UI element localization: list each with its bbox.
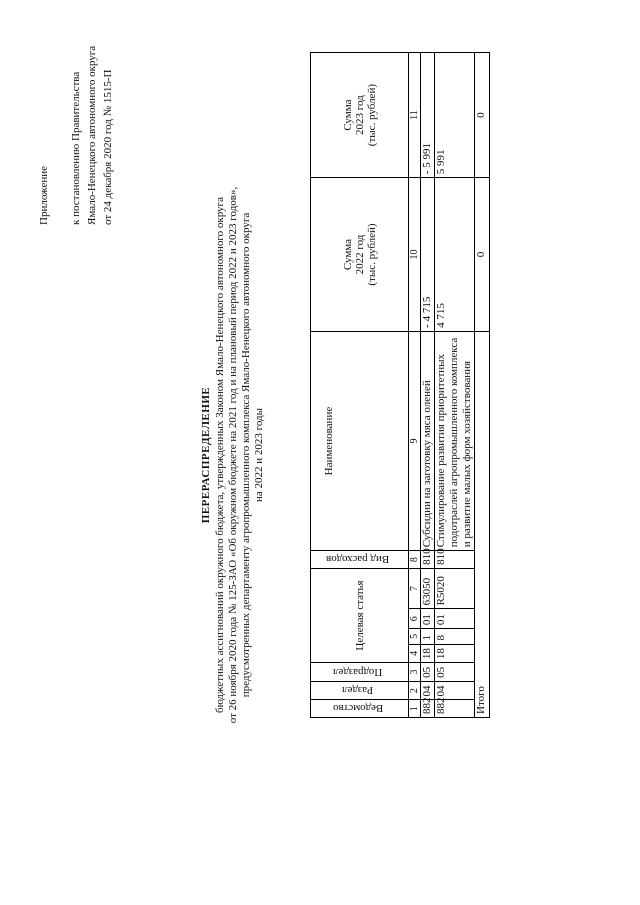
cell-sum-2022: - 4 715 <box>421 178 435 332</box>
col-num: 7 <box>409 568 421 609</box>
col-num: 9 <box>409 331 421 550</box>
header-razdel: Раздел <box>311 681 409 700</box>
cell-razdel: 04 <box>421 681 435 700</box>
title-line-2: от 26 ноября 2020 года № 125-ЗАО «Об окружном бюджете на 2021 год и на плановый период 2022 и 2023 годов», <box>227 186 239 724</box>
appendix-decree: к постановлению Правительства <box>70 71 82 225</box>
appendix-region: Ямало-Ненецкого автономного округа <box>86 45 98 225</box>
table-header-row <box>311 53 409 718</box>
appendix-date: от 24 декабря 2020 год № 1515-П <box>102 69 114 225</box>
total-sum-2023: 0 <box>475 53 490 178</box>
col-num: 10 <box>409 178 421 332</box>
cell-target-part-2: 1 <box>421 629 435 644</box>
header-vid: Вид расходов <box>311 551 409 569</box>
title-line-1: бюджетных ассигнований окружного бюджета, утвержденных Законом Ямало-Ненецкого автономного округа <box>214 197 226 713</box>
cell-name: Субсидии на заготовку мяса оленей <box>421 331 435 550</box>
col-num: 11 <box>409 53 421 178</box>
col-num: 3 <box>409 663 421 682</box>
header-sum-2023: Сумма 2023 год (тыс. рублей) <box>311 53 409 178</box>
cell-target-part-4: 63050 <box>421 568 435 609</box>
title-line-3: предусмотренных департаменту агропромышленного комплекса Ямало-Ненецкого автономного округа <box>240 212 252 698</box>
cell-name: Стимулирование развития приоритетных подотраслей агропромышленного комплекса и развитие малых форм хозяйствования <box>435 331 475 550</box>
cell-target-part-3: 01 <box>421 609 435 629</box>
appendix-block <box>36 25 116 225</box>
redistribution-table <box>310 52 490 718</box>
appendix-label: Приложение <box>38 165 50 225</box>
col-num: 8 <box>409 551 421 569</box>
cell-target-part-1: 18 <box>421 644 435 663</box>
cell-podrazdel: 05 <box>421 663 435 682</box>
total-row <box>475 53 490 718</box>
cell-target-part-1: 18 <box>435 644 475 663</box>
header-name: Наименование <box>311 331 409 550</box>
header-podrazdel: Подраздел <box>311 663 409 682</box>
cell-vedomstvo: 882 <box>435 700 475 718</box>
column-number-row <box>409 53 421 718</box>
cell-razdel: 04 <box>435 681 475 700</box>
cell-target-part-4: R5020 <box>435 568 475 609</box>
document-title <box>200 125 266 785</box>
cell-sum-2022: 4 715 <box>435 178 475 332</box>
header-sum-2022: Сумма 2022 год (тыс. рублей) <box>311 178 409 332</box>
header-celevaya: Целевая статья <box>311 568 409 662</box>
col-num: 5 <box>409 629 421 644</box>
col-num: 1 <box>409 700 421 718</box>
title-heading: ПЕРЕРАСПРЕДЕЛЕНИЕ <box>200 386 212 524</box>
col-num: 6 <box>409 609 421 629</box>
cell-vedomstvo: 882 <box>421 700 435 718</box>
cell-vid: 810 <box>435 551 475 569</box>
cell-vid: 810 <box>421 551 435 569</box>
cell-target-part-2: 8 <box>435 629 475 644</box>
cell-sum-2023: 5 991 <box>435 53 475 178</box>
col-num: 4 <box>409 644 421 663</box>
total-label: Итого <box>475 331 490 717</box>
col-num: 2 <box>409 681 421 700</box>
table-row <box>421 53 435 718</box>
cell-sum-2023: - 5 991 <box>421 53 435 178</box>
cell-target-part-3: 01 <box>435 609 475 629</box>
table-row <box>435 53 475 718</box>
header-vedomstvo: Ведомство <box>311 700 409 718</box>
cell-podrazdel: 05 <box>435 663 475 682</box>
total-sum-2022: 0 <box>475 178 490 332</box>
title-line-4: на 2022 и 2023 годы <box>253 407 265 503</box>
